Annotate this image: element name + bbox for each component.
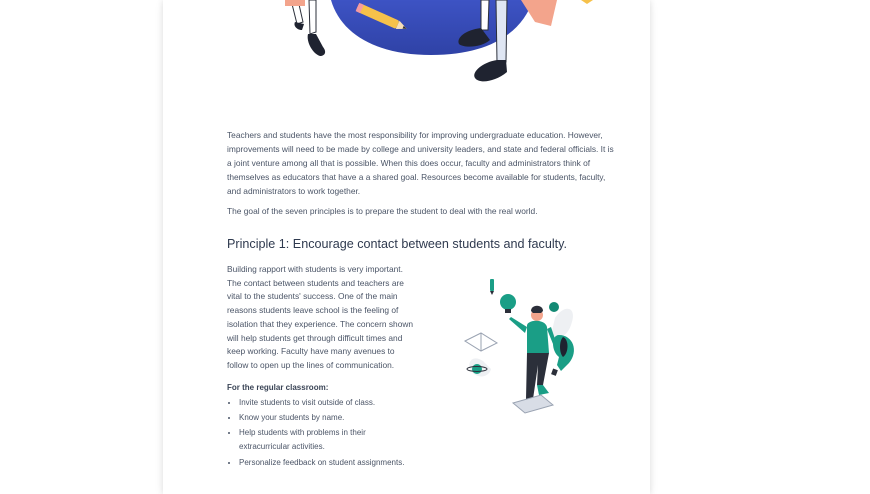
goal-paragraph: The goal of the seven principles is to prepare the student to deal with the real world.: [227, 206, 538, 216]
principle-1-section: [227, 263, 417, 470]
list-item: • Help students with problems in their extracurricular activities.: [239, 426, 417, 455]
classroom-list: [227, 396, 417, 470]
list-item: • Invite students to visit outside of class.: [239, 396, 417, 411]
article-page: [163, 0, 650, 494]
list-item: • Personalize feedback on student assignments.: [239, 456, 417, 471]
hero-illustration: [163, 0, 650, 95]
intro-paragraph: Teachers and students have the most responsibility for improving undergraduate education. However, improvements will need to be made by college and university leaders, and state and federal officials. It is a joint venture among all that is possible. When this does occur, faculty and administrators think of themselves as educators that have a a shared goal. Resources become available for students, faculty, and administrators to work together.: [227, 130, 614, 196]
list-item: • Know your students by name.: [239, 411, 417, 426]
student-ideas-illustration: [463, 273, 593, 428]
classroom-subheading: For the regular classroom:: [227, 382, 329, 392]
principle-1-heading: Principle 1: Encourage contact between students and faculty.: [227, 237, 568, 251]
article-content: [227, 128, 617, 467]
principle-1-body: Building rapport with students is very important. The contact between students and teachers are vital to the students' success. One of the main reasons students leave school is the feeling of isolation that they experience. The concern shown will help students get through difficult times and keep working. Faculty have many avenues to follow to open up the lines of communication.: [227, 264, 414, 370]
